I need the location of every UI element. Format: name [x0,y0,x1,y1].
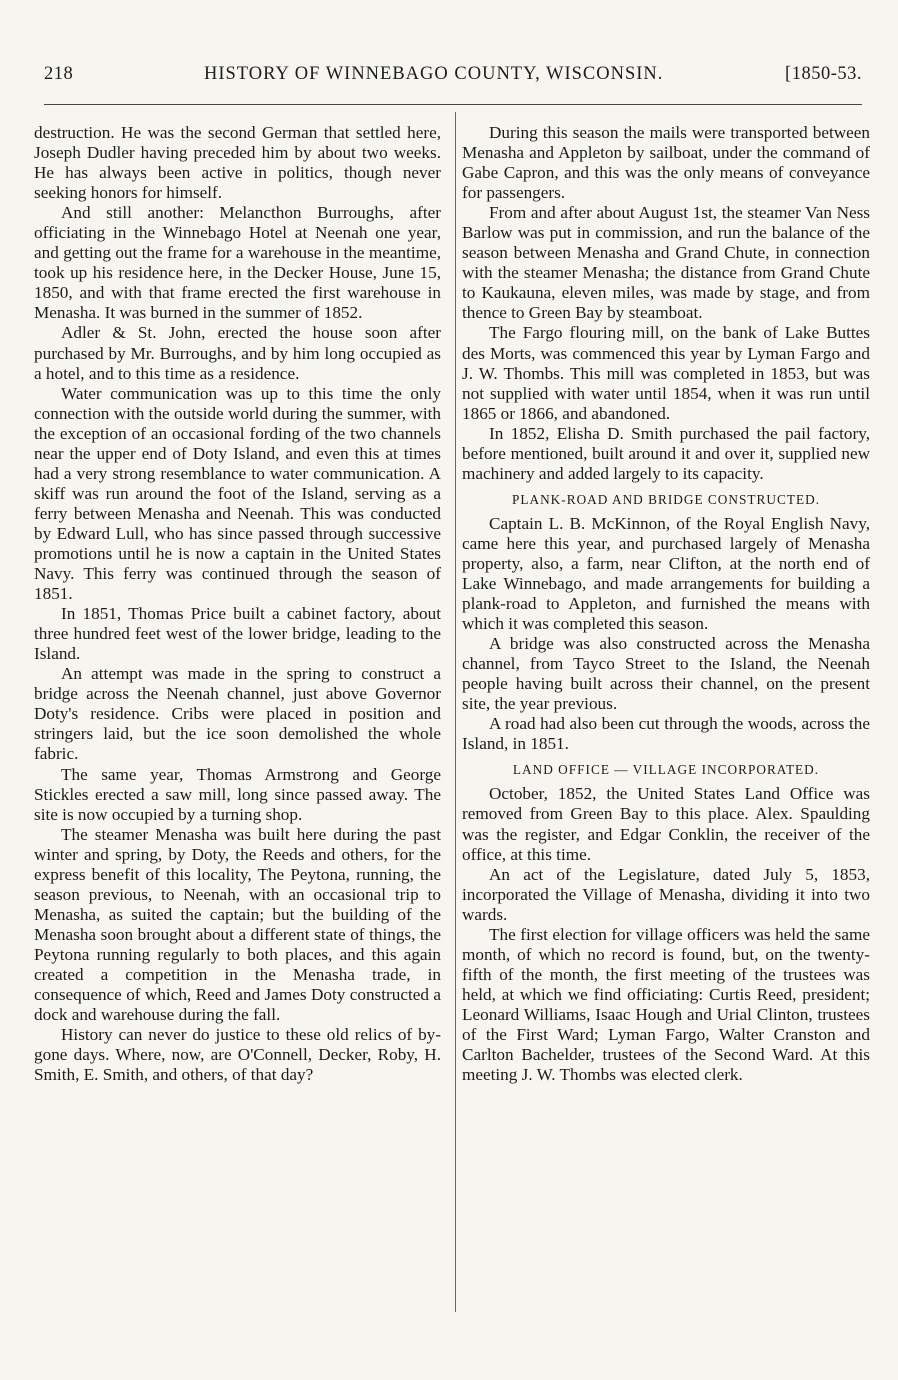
paragraph: Adler & St. John, erected the house soon after purchased by Mr. Burroughs, and by him long occupied as a hotel, and to this time as a residence. [34,323,441,383]
paragraph: The first election for village officers was held the same month, of which no record is found, but, on the twenty-fifth of the month, the first meeting of the trustees was held, at which we find officiating: Curtis Reed, president; Leonard Williams, Isaac Hough and Urial Clinton, trustees of the First Ward; Lyman Fargo, Walter Cranston and Carlton Bachelder, trustees of the Second Ward. At this meeting J. W. Thombs was elected clerk. [462,924,870,1085]
paragraph: destruction. He was the second German that settled here, Joseph Dudler having preceded him by about two weeks. He has always been active in politics, though never seeking honors for himself. [34,123,441,203]
running-header [44,64,862,90]
right-column [462,123,870,1085]
paragraph: October, 1852, the United States Land Office was removed from Green Bay to this place. Alex. Spaulding was the register, and Edgar Conklin, the receiver of the office, at this time. [462,784,870,864]
section-heading-land-office: LAND OFFICE — VILLAGE INCORPORATED. [512,762,820,778]
left-column [34,123,441,1085]
page-number: 218 [44,64,74,84]
paragraph: An attempt was made in the spring to construct a bridge across the Neenah channel, just above Governor Doty's residence. Cribs were placed in position and stringers laid, but the ice soon demolished the whole fabric. [34,664,441,764]
paragraph: An act of the Legislature, dated July 5, 1853, incorporated the Village of Menasha, dividing it into two wards. [462,864,870,924]
paragraph: History can never do justice to these old relics of by-gone days. Where, now, are O'Connell, Decker, Roby, H. Smith, E. Smith, and others, of that day? [34,1025,441,1085]
section-heading-plank-road: PLANK-ROAD AND BRIDGE CONSTRUCTED. [511,491,821,507]
paragraph: Water communication was up to this time the only connection with the outside world during the summer, with the exception of an occasional fording of the two channels near the upper end of Doty Island, and even this at times had a very strong resemblance to water communication. A skiff was run around the foot of the Island, serving as a ferry between Menasha and Neenah. This was conducted by Edward Lull, who has since passed through successive promotions until he is now a captain in the United States Navy. This ferry was continued through the season of 1851. [34,383,441,604]
year-range: [1850-53. [785,64,862,84]
paragraph: The Fargo flouring mill, on the bank of Lake Buttes des Morts, was commenced this year by Lyman Fargo and J. W. Thombs. This mill was completed in 1853, but was not supplied with water until 1854, when it was run until 1865 or 1866, and abandoned. [462,323,870,423]
paragraph: A bridge was also constructed across the Menasha channel, from Tayco Street to the Island, the Neenah people having built across their channel, on the present site, the year previous. [462,634,870,714]
paragraph: In 1851, Thomas Price built a cabinet factory, about three hundred feet west of the lower bridge, leading to the Island. [34,604,441,664]
paragraph: In 1852, Elisha D. Smith purchased the pail factory, before mentioned, built around it and over it, supplied new machinery and added largely to its capacity. [462,423,870,483]
paragraph: And still another: Melancthon Burroughs, after officiating in the Winnebago Hotel at Neenah one year, and getting out the frame for a warehouse in the meantime, took up his residence here, in the Decker House, June 15, 1850, and with that frame erected the first warehouse in Menasha. It was burned in the summer of 1852. [34,203,441,323]
paragraph: From and after about August 1st, the steamer Van Ness Barlow was put in commission, and run the balance of the season between Menasha and Grand Chute, in connection with the steamer Menasha; the distance from Grand Chute to Kaukauna, eleven miles, was made by stage, and from thence to Green Bay by steamboat. [462,203,870,323]
header-rule [44,104,862,105]
column-divider [455,112,456,1312]
paragraph: The same year, Thomas Armstrong and George Stickles erected a saw mill, long since passed away. The site is now occupied by a turning shop. [34,764,441,824]
running-title: HISTORY OF WINNEBAGO COUNTY, WISCONSIN. [204,64,664,84]
paragraph: A road had also been cut through the woods, across the Island, in 1851. [462,714,870,754]
paragraph: Captain L. B. McKinnon, of the Royal English Navy, came here this year, and purchased largely of Menasha property, also, a farm, near Clifton, at the north end of Lake Winnebago, and made arrangements for building a plank-road to Appleton, and furnished the means with which it was completed this season. [462,513,870,634]
paragraph: The steamer Menasha was built here during the past winter and spring, by Doty, the Reeds and others, for the express benefit of this locality, The Peytona, running, the season previous, to Neenah, with an occasional trip to Menasha, as suited the captain; but the building of the Menasha soon brought about a different state of things, the Peytona running regularly to both places, and this again created a competition in the Menasha trade, in consequence of which, Reed and James Doty constructed a dock and warehouse during the fall. [34,824,441,1025]
paragraph: During this season the mails were transported between Menasha and Appleton by sailboat, under the command of Gabe Capron, and this was the only means of conveyance for passengers. [462,123,870,203]
